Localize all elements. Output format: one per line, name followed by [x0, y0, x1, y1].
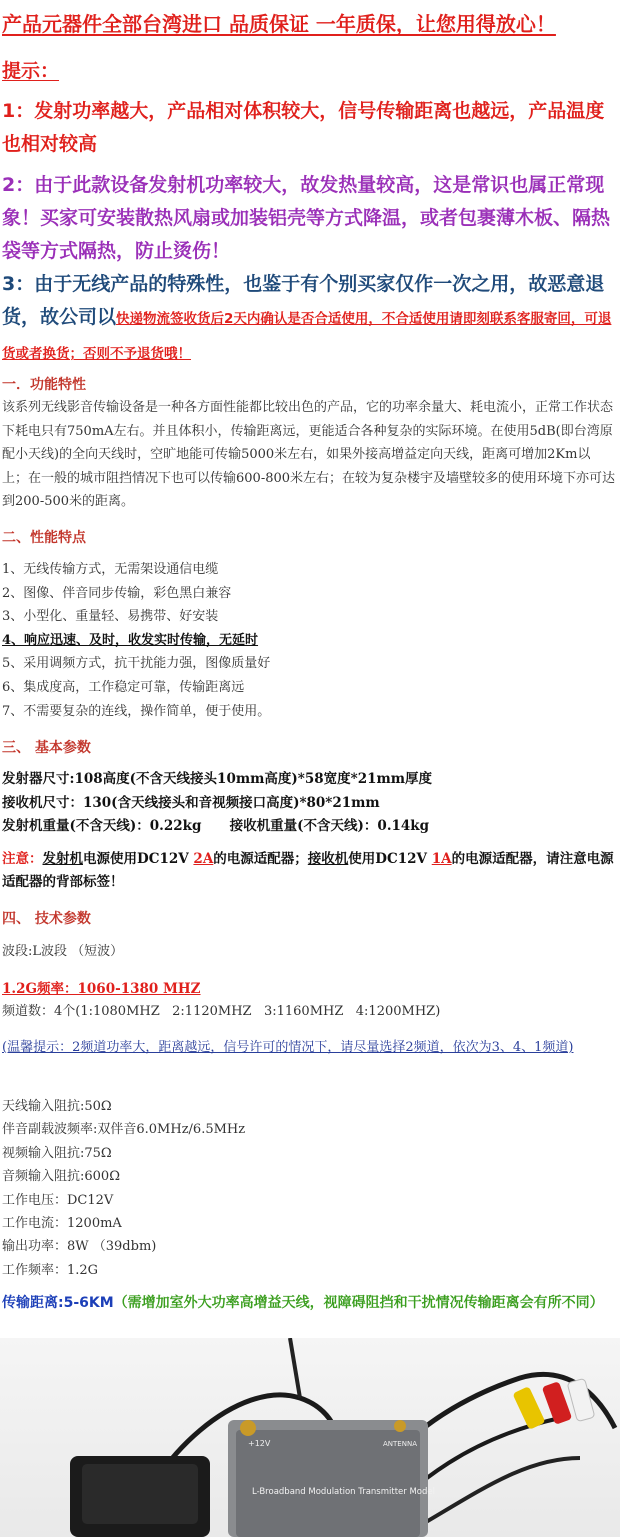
band: 波段:L波段 （短波） — [2, 944, 124, 959]
spec-item: 工作频率：1.2G — [2, 1262, 99, 1278]
performance-item: 4、响应迅速、及时，收发实时传输，无延时 — [2, 632, 259, 648]
power-label: +12V — [248, 1439, 271, 1448]
spec-item: 天线输入阻抗:50Ω — [2, 1099, 112, 1114]
rca-plug-red — [542, 1381, 573, 1425]
distance-label: 传输距离:5-6KM — [2, 1295, 114, 1311]
spec-item: 工作电流：1200mA — [2, 1215, 122, 1231]
performance-item: 3、小型化、重量轻、易携带、好安装 — [2, 609, 219, 625]
antenna-cable — [290, 1338, 300, 1398]
note-receiver-amp: 1A — [431, 851, 452, 867]
note-receiver: 接收机 — [307, 851, 349, 867]
basic-heading: 三、 基本参数 — [2, 740, 91, 756]
distance-note: （需增加室外大功率高增益天线，视障碍阻挡和干扰情况传输距离会有所不同） — [113, 1295, 604, 1311]
tech-heading: 四、 技术参数 — [2, 911, 91, 927]
note-transmitter-amp: 2A — [193, 851, 214, 867]
tip-3 — [0, 268, 620, 371]
tips-title: 提示： — [2, 60, 60, 82]
module-label: L-Broadband Modulation Transmitter Model — [252, 1487, 435, 1497]
receiver-size: 接收机尺寸：130(含天线接头和音视频接口高度)*80*21mm — [2, 794, 380, 811]
rca-plug-yellow — [512, 1386, 545, 1430]
spec-list — [0, 1095, 620, 1282]
performance-item: 2、图像、伴音同步传输，彩色黑白兼容 — [2, 585, 232, 601]
note-part-4: 的电源适配器，请注意电源适配器的背部标签！ — [2, 851, 614, 890]
tip-1: 1：发射功率越大，产品相对体积较大，信号传输距离也越远，产品温度也相对较高 — [2, 100, 605, 155]
note-part-3: 使用DC12V — [348, 851, 432, 867]
sma-connector — [394, 1420, 406, 1432]
product-photo-drawing — [0, 1338, 620, 1537]
tip-2: 2：由于此款设备发射机功率较大，故发热量较高，这是常识也属正常现象！买家可安装散热风扇或加装铝壳等方式降温，或者包裹薄木板、隔热袋等方式隔热，防止烫伤！ — [2, 174, 611, 262]
performance-item: 6、集成度高，工作稳定可靠，传输距离远 — [2, 679, 245, 695]
spec-item: 伴音副载波频率:双伴音6.0MHz/6.5MHz — [2, 1122, 246, 1138]
transmission-distance — [0, 1292, 620, 1315]
top-banner: 产品元器件全部台湾进口 品质保证 一年质保，让您用得放心！ — [2, 12, 556, 36]
performance-list — [0, 558, 620, 723]
note-label: 注意： — [2, 851, 43, 867]
spec-item: 输出功率：8W （39dbm) — [2, 1239, 157, 1255]
power-note — [0, 848, 620, 894]
product-photo — [0, 1338, 620, 1537]
performance-heading: 二、性能特点 — [2, 530, 86, 546]
performance-item: 7、不需要复杂的连线，操作简单，便于使用。 — [2, 703, 271, 719]
features-text: 该系列无线影音传输设备是一种各方面性能都比较出色的产品，它的功率余量大、耗电流小，正常工作状态下耗电只有750mA左右。并且体积小，传输距离远，更能适合各种复杂的实际环境。在使用5dB(即台湾原配小天线)的全向天线时，空旷地能可传输5000米左右，如果外接高增益定向天线，距离可增加2Km以上；在一般的城市阻挡情况下也可以传输600-800米左右；在较为复杂楼宇及墙壁较多的使用环境下亦可达到200-500米的距离。 — [2, 400, 616, 509]
spec-item: 视频输入阻抗:75Ω — [2, 1145, 112, 1161]
note-part-1: 电源使用DC12V — [83, 851, 194, 867]
spec-item: 工作电压：DC12V — [2, 1192, 114, 1208]
antenna-label: ANTENNA — [383, 1440, 417, 1448]
features-heading: 一．功能特性 — [2, 377, 86, 393]
note-part-2: 的电源适配器； — [213, 851, 308, 867]
tip-3-main: 3：由于无线产品的特殊性，也鉴于有个别买家仅作一次之用，故恶意退货，故公司以 — [2, 273, 605, 328]
weights: 发射机重量(不含天线)：0.22kg 接收机重量(不含天线)：0.14kg — [2, 818, 430, 834]
transmitter-size: 发射器尺寸:108高度(不含天线接头10mm高度)*58宽度*21mm厚度 — [2, 771, 433, 787]
performance-item: 1、无线传输方式，无需架设通信电缆 — [2, 562, 219, 577]
frequency-range: 1.2G频率：1060-1380 MHZ — [2, 981, 201, 997]
rca-plug-white — [567, 1378, 595, 1421]
note-transmitter: 发射机 — [42, 851, 83, 867]
power-adapter-face — [82, 1464, 198, 1524]
performance-item: 5、采用调频方式，抗干扰能力强，图像质量好 — [2, 656, 271, 672]
spec-item: 音频输入阻抗:600Ω — [2, 1169, 120, 1185]
sma-connector — [240, 1420, 256, 1436]
tip-3-return-policy: 快递物流签收货后2天内确认是否合适使用，不合适使用请即刻联系客服寄回，可退货或者换货；否则不予退货哦！ — [2, 311, 612, 362]
channel-tip: (温馨提示：2频道功率大，距离越远，信号许可的情况下，请尽量选择2频道，依次为3、4、1频道) — [2, 1040, 574, 1055]
channels: 频道数：4个(1:1080MHZ 2:1120MHZ 3:1160MHZ 4:1200MHZ) — [2, 1004, 441, 1019]
basic-params — [0, 768, 620, 839]
